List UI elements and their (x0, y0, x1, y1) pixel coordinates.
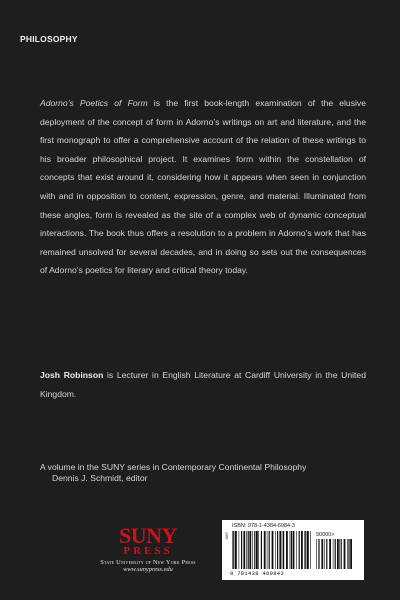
barcode-bar (350, 539, 352, 569)
barcode-bar (305, 531, 306, 569)
barcode-bar (301, 531, 303, 569)
author-bio (40, 366, 366, 403)
barcode-bar (272, 531, 274, 569)
ean-digits: 9 781438 469843 (230, 570, 285, 577)
barcode-bar (321, 539, 323, 569)
ean-barcode (232, 531, 312, 569)
barcode-bar (282, 531, 283, 569)
barcode-bar (275, 531, 276, 569)
barcode-bar (316, 539, 317, 569)
press-logo: PRESS (123, 545, 173, 557)
barcode-bar (290, 531, 291, 569)
author-name: Josh Robinson (40, 370, 104, 380)
barcode-bar (348, 539, 349, 569)
price-code: 90000> (316, 532, 335, 538)
barcode-bar (299, 531, 300, 569)
barcode-bar (277, 531, 278, 569)
barcode-bar (341, 539, 342, 569)
barcode-bar (339, 539, 340, 569)
barcode-bar (239, 531, 240, 569)
barcode-bar (347, 539, 348, 569)
barcode-bar (335, 539, 336, 569)
barcode-bar (258, 531, 259, 569)
barcode-bar (264, 531, 266, 569)
barcode-bar (232, 531, 233, 569)
barcode-bar (246, 531, 247, 569)
publisher-name: State University of New York Press (100, 559, 196, 566)
barcode-bar (243, 531, 245, 569)
barcode-bar (248, 531, 249, 569)
barcode-bar (333, 539, 334, 569)
series-line: A volume in the SUNY series in Contemporary Continental Philosophy (40, 462, 307, 472)
barcode-bar (326, 539, 327, 569)
barcode-bar (241, 531, 242, 569)
barcode-bar (296, 531, 297, 569)
isbn-label: ISBN: 978-1-4384-6984-3 (232, 523, 295, 529)
barcode-bar (344, 539, 346, 569)
barcode-box (222, 520, 364, 580)
barcode-bar (307, 531, 309, 569)
barcode-bar (293, 531, 295, 569)
barcode-bar (267, 531, 268, 569)
barcode-side-mark: NBR (225, 532, 229, 540)
barcode-bar (269, 531, 270, 569)
barcode-bar (337, 539, 339, 569)
suny-logo: SUNY (119, 523, 177, 548)
barcode-bar (235, 531, 237, 569)
publisher-url: www.sunypress.edu (123, 566, 173, 573)
barcode-bar (279, 531, 281, 569)
price-barcode (316, 539, 354, 569)
barcode-bar (254, 531, 255, 569)
barcode-bar (233, 531, 234, 569)
barcode-bar (249, 531, 251, 569)
bio-text: is Lecturer in English Literature at Cardiff University in the United Kingdom. (40, 370, 366, 399)
barcode-bar (286, 531, 288, 569)
barcode-bar (324, 539, 325, 569)
book-title: Adorno’s Poetics of Form (40, 98, 148, 108)
barcode-bar (318, 539, 319, 569)
description-text: is the first book-length examination of the elusive deployment of the concept of form in Adorno’s writings on art and literature, and the first monograph to offer a comprehensive account of the relation of these writings to his broader philosophical project. It examines form within the constellation of concepts that exist around it, considering how it appears when seen in conjunction with and in opposition to content, expression, genre, and material. Illuminated from these angles, form is revealed as the site of a complex web of dynamic conceptual interactions. The book thus offers a resolution to a problem in Adorno’s work that has remained unsolved for several decades, and in doing so sets out the consequences of Adorno’s poetics for literary and critical theory today. (40, 98, 366, 276)
barcode-bar (252, 531, 253, 569)
barcode-bar (261, 531, 262, 569)
category-label: PHILOSOPHY (20, 34, 78, 44)
book-description (40, 94, 366, 280)
series-editor: Dennis J. Schmidt, editor (52, 473, 148, 483)
publisher-block (88, 523, 208, 573)
barcode-bar (283, 531, 284, 569)
barcode-bar (256, 531, 258, 569)
barcode-bar (310, 531, 311, 569)
barcode-bar (304, 531, 305, 569)
barcode-bar (329, 539, 331, 569)
barcode-bar (291, 531, 292, 569)
series-info (40, 462, 370, 484)
